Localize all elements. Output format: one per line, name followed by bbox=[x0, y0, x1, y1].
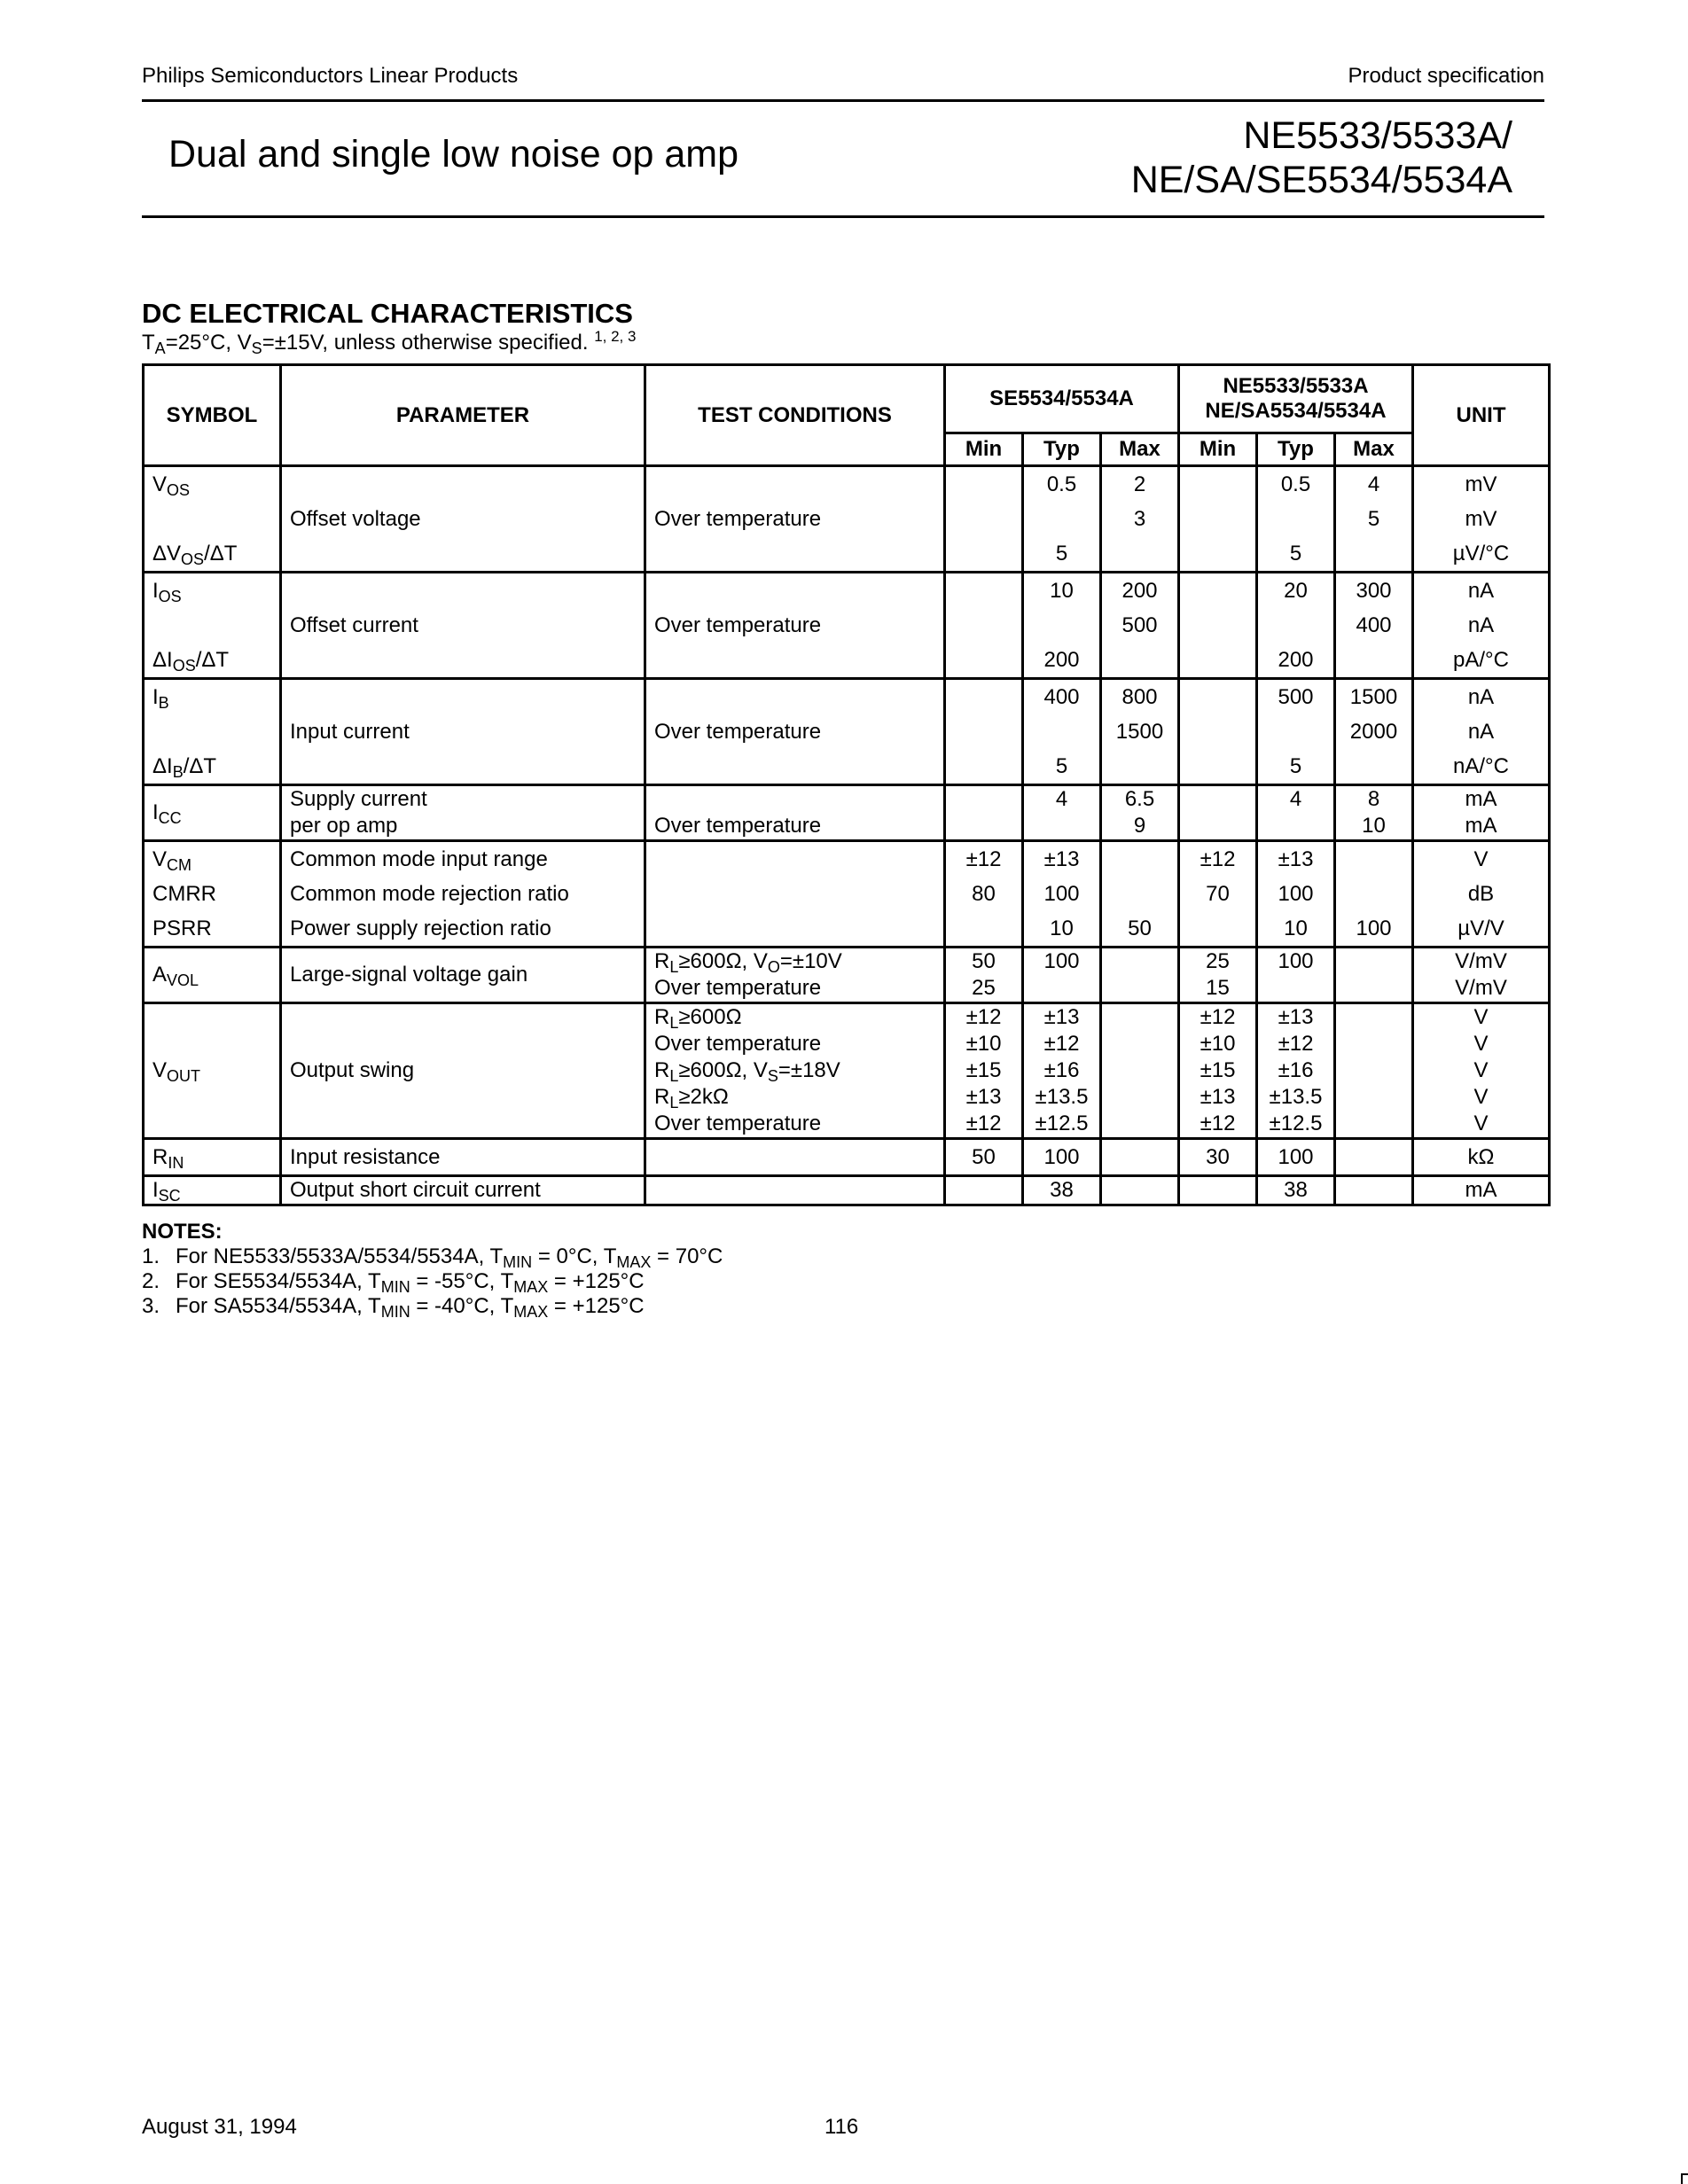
unit-cell: V bbox=[1413, 1084, 1550, 1111]
unit-cell: mV bbox=[1413, 466, 1550, 503]
header-rule-bottom bbox=[142, 215, 1544, 218]
symbol-cell: $V_{OS}$ bbox=[144, 466, 281, 503]
unit-cell: dB bbox=[1413, 877, 1550, 911]
group-common-mode bbox=[144, 841, 1550, 948]
parameter-cell: Output short circuit current bbox=[281, 1176, 645, 1205]
symbol-cell: $\Delta I_{OS}/\Delta T$ bbox=[144, 643, 281, 679]
group-supply-current bbox=[144, 785, 1550, 841]
group-input-resistance bbox=[144, 1139, 1550, 1176]
table-row: Over temperature 25 15 V/mV bbox=[144, 975, 1550, 1003]
dc-characteristics-table bbox=[142, 363, 1551, 1206]
page-number: 116 bbox=[824, 2115, 859, 2139]
unit-cell: nA/°C bbox=[1413, 749, 1550, 785]
header-min: Min bbox=[1179, 433, 1257, 466]
symbol-cell: $\Delta I_B/\Delta T$ bbox=[144, 749, 281, 785]
table-row: $V_{OS}$ Offset voltage Over temperature 0.5 2 0.5 4 mV bbox=[144, 466, 1550, 503]
parameter-cell: Common mode rejection ratio bbox=[281, 877, 645, 911]
parameter-cell: Supply current bbox=[281, 785, 645, 814]
symbol-cell: $\Delta V_{OS}/\Delta T$ bbox=[144, 536, 281, 573]
table-row: $I_{OS}$ Offset current Over temperature 10 200 20 300 nA bbox=[144, 573, 1550, 609]
table-row: per op amp Over temperature 9 10 mA bbox=[144, 813, 1550, 841]
condition-cell: Over temperature bbox=[645, 813, 945, 841]
unit-cell: mA bbox=[1413, 785, 1550, 814]
group-voltage-gain bbox=[144, 948, 1550, 1003]
table-row: $I_{CC}$ Supply current 4 6.5 4 8 mA bbox=[144, 785, 1550, 814]
condition-cell: Over temperature bbox=[645, 573, 945, 679]
unit-cell: mA bbox=[1413, 1176, 1550, 1205]
header-symbol: SYMBOL bbox=[144, 365, 281, 466]
unit-cell: nA bbox=[1413, 608, 1550, 643]
condition-cell: Over temperature bbox=[645, 679, 945, 785]
table-row: $\Delta I_B/\Delta T$ 5 5 nA/°C bbox=[144, 749, 1550, 785]
unit-cell: pA/°C bbox=[1413, 643, 1550, 679]
unit-cell: V bbox=[1413, 1057, 1550, 1084]
table-row: $R_L\ge 600\Omega$, $V_S=\pm 18V$ ±15 ±16 ±15 ±16 V bbox=[144, 1057, 1550, 1084]
symbol-cell: $I_{SC}$ bbox=[144, 1176, 281, 1205]
group-offset-voltage bbox=[144, 466, 1550, 573]
header-max: Max bbox=[1101, 433, 1179, 466]
header-unit: UNIT bbox=[1413, 365, 1550, 466]
conditions-note-refs: 1, 2, 3 bbox=[594, 328, 637, 345]
condition-cell: $R_L\ge 600\Omega$, $V_O=\pm 10V$ bbox=[645, 948, 945, 976]
group-short-circuit bbox=[144, 1176, 1550, 1205]
parameter-cell: Offset current bbox=[281, 573, 645, 679]
group-offset-current bbox=[144, 573, 1550, 679]
header-group-ne5533: NE5533/5533A NE/SA5534/5534A bbox=[1179, 365, 1413, 433]
header-typ: Typ bbox=[1023, 433, 1101, 466]
group-input-current bbox=[144, 679, 1550, 785]
parameter-cell: Input current bbox=[281, 679, 645, 785]
header-typ: Typ bbox=[1257, 433, 1335, 466]
table-row: 500 400 nA bbox=[144, 608, 1550, 643]
condition-cell: Over temperature bbox=[645, 1111, 945, 1139]
unit-cell: nA bbox=[1413, 679, 1550, 715]
company-name: Philips Semiconductors Linear Products bbox=[142, 64, 519, 88]
table-row: $I_B$ Input current Over temperature 400 800 500 1500 nA bbox=[144, 679, 1550, 715]
condition-cell: Over temperature bbox=[645, 975, 945, 1003]
header-test-conditions: TEST CONDITIONS bbox=[645, 365, 945, 466]
unit-cell: V bbox=[1413, 1111, 1550, 1139]
unit-cell: V/mV bbox=[1413, 948, 1550, 976]
condition-cell: $R_L\ge 600\Omega$ bbox=[645, 1003, 945, 1032]
condition-cell: $R_L\ge 600\Omega$, $V_S=\pm 18V$ bbox=[645, 1057, 945, 1084]
parameter-cell: per op amp bbox=[281, 813, 645, 841]
table-row: 1500 2000 nA bbox=[144, 714, 1550, 749]
table-row: CMRR Common mode rejection ratio 80 100 70 100 dB bbox=[144, 877, 1550, 911]
note-item: 1. For NE5533/5533A/5534/5534A, $T_{MIN} = 0^\circ C$, $T_{MAX} = 70^\circ C$ bbox=[142, 1244, 723, 1271]
symbol-cell: $V_{CM}$ bbox=[144, 841, 281, 878]
parameter-cell: Input resistance bbox=[281, 1139, 645, 1176]
table-row: $\Delta V_{OS}/\Delta T$ 5 5 µV/°C bbox=[144, 536, 1550, 573]
notes-heading: NOTES: bbox=[142, 1220, 223, 1244]
group-output-swing bbox=[144, 1003, 1550, 1139]
note-item: 3. For SA5534/5534A, $T_{MIN} = -40^\circ C$, $T_{MAX} = +125^\circ C$ bbox=[142, 1294, 645, 1321]
table-row: 3 5 mV bbox=[144, 502, 1550, 536]
parameter-cell: Output swing bbox=[281, 1003, 645, 1139]
symbol-cell: $I_B$ bbox=[144, 679, 281, 715]
table-row: $V_{OUT}$ Output swing $R_L\ge 600\Omega$ ±12 ±13 ±12 ±13 V bbox=[144, 1003, 1550, 1032]
header-max: Max bbox=[1335, 433, 1413, 466]
section-title: DC ELECTRICAL CHARACTERISTICS bbox=[142, 298, 633, 329]
table-row: $\Delta I_{OS}/\Delta T$ 200 200 pA/°C bbox=[144, 643, 1550, 679]
document-type: Product specification bbox=[1348, 64, 1544, 88]
unit-cell: mV bbox=[1413, 502, 1550, 536]
symbol-cell: $R_{IN}$ bbox=[144, 1139, 281, 1176]
unit-cell: nA bbox=[1413, 573, 1550, 609]
unit-cell: V/mV bbox=[1413, 975, 1550, 1003]
condition-cell: Over temperature bbox=[645, 1031, 945, 1057]
footer-date: August 31, 1994 bbox=[142, 2115, 297, 2139]
condition-cell: Over temperature bbox=[645, 466, 945, 573]
page-title: Dual and single low noise op amp bbox=[168, 133, 739, 176]
unit-cell: µV/V bbox=[1413, 911, 1550, 948]
table-row: $A_{VOL}$ Large-signal voltage gain $R_L\ge 600\Omega$, $V_O=\pm 10V$ 50 100 25 100 V/mV bbox=[144, 948, 1550, 976]
header-rule-top bbox=[142, 99, 1544, 102]
header-parameter: PARAMETER bbox=[281, 365, 645, 466]
section-conditions: $T_A=25^\circ C$, $V_S=\pm 15V$, unless otherwise specified. $^{1, 2, 3}$ bbox=[142, 328, 637, 357]
parameter-cell: Large-signal voltage gain bbox=[281, 948, 645, 1003]
unit-cell: V bbox=[1413, 1003, 1550, 1032]
unit-cell: kΩ bbox=[1413, 1139, 1550, 1176]
condition-cell: $R_L\ge 2k\Omega$ bbox=[645, 1084, 945, 1111]
symbol-cell: $A_{VOL}$ bbox=[144, 948, 281, 1003]
unit-cell: nA bbox=[1413, 714, 1550, 749]
symbol-cell: PSRR bbox=[144, 911, 281, 948]
note-item: 2. For SE5534/5534A, $T_{MIN} = -55^\circ C$, $T_{MAX} = +125^\circ C$ bbox=[142, 1269, 645, 1296]
symbol-cell: $I_{CC}$ bbox=[144, 785, 281, 841]
crop-mark bbox=[1681, 2173, 1688, 2184]
unit-cell: mA bbox=[1413, 813, 1550, 841]
part-number-line-1: NE5533/5533A/ bbox=[1243, 114, 1512, 157]
table-row: $V_{CM}$ Common mode input range ±12 ±13 ±12 ±13 V bbox=[144, 841, 1550, 878]
unit-cell: V bbox=[1413, 841, 1550, 878]
part-number bbox=[1131, 113, 1512, 202]
table-row: $I_{SC}$ Output short circuit current 38 38 mA bbox=[144, 1176, 1550, 1205]
symbol-cell: $I_{OS}$ bbox=[144, 573, 281, 609]
parameter-cell: Power supply rejection ratio bbox=[281, 911, 645, 948]
table-row: $R_L\ge 2k\Omega$ ±13 ±13.5 ±13 ±13.5 V bbox=[144, 1084, 1550, 1111]
header-min: Min bbox=[945, 433, 1023, 466]
unit-cell: µV/°C bbox=[1413, 536, 1550, 573]
header-group-se5534: SE5534/5534A bbox=[945, 365, 1179, 433]
part-number-line-2: NE/SA/SE5534/5534A bbox=[1130, 159, 1512, 201]
table-row: $R_{IN}$ Input resistance 50 100 30 100 kΩ bbox=[144, 1139, 1550, 1176]
table-row: Over temperature ±12 ±12.5 ±12 ±12.5 V bbox=[144, 1111, 1550, 1139]
symbol-cell: CMRR bbox=[144, 877, 281, 911]
parameter-cell: Common mode input range bbox=[281, 841, 645, 878]
table-row: Over temperature ±10 ±12 ±10 ±12 V bbox=[144, 1031, 1550, 1057]
unit-cell: V bbox=[1413, 1031, 1550, 1057]
parameter-cell: Offset voltage bbox=[281, 466, 645, 573]
notes bbox=[142, 1220, 723, 1319]
table-row: PSRR Power supply rejection ratio 10 50 10 100 µV/V bbox=[144, 911, 1550, 948]
symbol-cell: $V_{OUT}$ bbox=[144, 1003, 281, 1139]
